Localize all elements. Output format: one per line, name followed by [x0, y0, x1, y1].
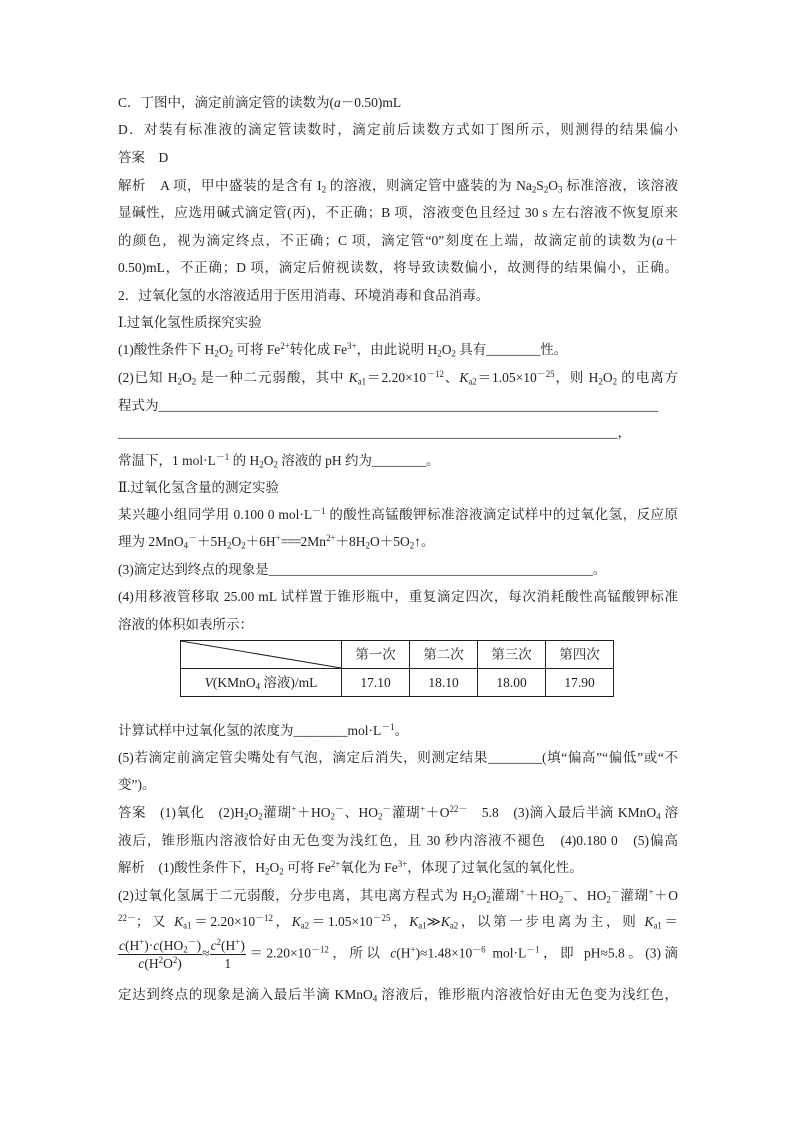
subscript: 4	[656, 811, 661, 822]
experiment-description	[118, 505, 678, 525]
text-run: (4)用移液管移取 25.00 mL 试样置于锥形瓶中，重复滴定四次，每次消耗酸性高锰酸钾标准	[118, 589, 678, 604]
text-run: Ⅰ.过氧化氢性质探究实验	[118, 315, 262, 330]
italic-variable: K	[174, 914, 184, 929]
text-run: (3)滴定达到终点的现象是________________________________________________。	[118, 562, 607, 577]
subscript: 4	[372, 993, 378, 1004]
subscript: 2	[191, 376, 197, 387]
superscript: +	[275, 533, 281, 544]
text-run: )	[177, 956, 182, 971]
subscript: 2	[177, 376, 182, 387]
text-run: 是一种二元弱酸，其中	[196, 370, 349, 385]
text-run: 计算试样中过氧化氢的浓度为________mol·L	[118, 723, 382, 738]
subquestion-4	[118, 615, 678, 635]
text-run: 2．过氧化氢的水溶液适用于医用消毒、环境消毒和食品消毒。	[118, 288, 490, 303]
analysis-2-formula-line	[118, 937, 678, 972]
superscript: －12	[255, 913, 273, 924]
table-header-cell: 第一次	[342, 641, 410, 669]
text-run: 转化成 Fe	[289, 342, 348, 357]
text-run: 可将 Fe	[283, 860, 331, 875]
text-run: 2Mn	[300, 534, 327, 549]
fraction-numerator	[210, 937, 246, 955]
text-run: O	[548, 178, 559, 193]
text-run: 溶液的体积如表所示：	[118, 617, 253, 632]
table-header-cell: 第三次	[478, 641, 546, 669]
text-run: O	[181, 370, 192, 385]
text-run: (5)若滴定前滴定管尖嘴处有气泡，滴定后消失，则测定结果________(填“偏高”“偏低”或“不	[118, 750, 678, 765]
table-cell: 18.10	[410, 669, 478, 697]
superscript: －1	[526, 944, 540, 955]
text-run: 溶液)/mL	[260, 674, 318, 690]
text-run: ，	[390, 914, 410, 929]
superscript: 2+	[326, 533, 336, 544]
text-run: 、HO	[572, 888, 607, 903]
text-run: 1	[224, 956, 232, 971]
text-run: 的颜色，视为滴定终点，不正确；C 项，滴定管“0”刻度在上端，故滴定前的读数为(	[118, 233, 657, 248]
subscript: a2	[468, 376, 477, 387]
subquestion-2-blank-line	[118, 396, 678, 416]
subscript: 2	[409, 540, 415, 551]
italic-variable: K	[409, 914, 419, 929]
option-c-line	[118, 93, 678, 113]
subscript: 2	[472, 894, 477, 905]
italic-variable: a	[656, 233, 664, 248]
text-run: 答案 D	[118, 150, 169, 165]
text-run: O	[602, 370, 613, 385]
text-run: ＋8H	[335, 534, 366, 549]
text-run: O	[218, 342, 229, 357]
text-run: 灌瑚	[391, 805, 421, 820]
text-run: (H	[144, 956, 159, 971]
superscript: 22－	[449, 804, 468, 815]
text-run: －0.50)mL	[340, 95, 402, 110]
superscript: +	[519, 887, 525, 898]
text-run: ≫	[426, 914, 441, 929]
row-label-cell	[181, 669, 342, 697]
superscript: +	[420, 804, 426, 815]
subquestion-2	[118, 368, 678, 388]
subscript: 2	[259, 459, 264, 470]
text-run: ＝2.20×10	[245, 945, 312, 961]
superscript: +	[648, 887, 654, 898]
reaction-equation	[118, 532, 678, 552]
superscript: 2	[216, 937, 222, 948]
superscript: －12	[311, 944, 329, 955]
text-run: 0.50)mL，不正确；D 项，滴定后俯视读数，将导致读数偏小，故测得的结果偏小，正确。	[118, 260, 678, 275]
text-run: (2)已知 H	[118, 370, 178, 385]
answer-2-line	[118, 831, 678, 851]
text-run: (H	[396, 945, 411, 961]
subscript: 4	[183, 540, 189, 551]
text-run: ＝2.20×10	[366, 370, 427, 385]
text-run: ＋O	[425, 805, 450, 820]
subscript: 2	[258, 811, 263, 822]
text-run: ＝1.05×10	[476, 370, 537, 385]
italic-variable: c	[138, 956, 145, 971]
text-run: 溶液后，锥形瓶内溶液恰好由无色变为浅红色，	[377, 987, 679, 1002]
text-run: 程式为__________________________________________________________________________	[118, 398, 658, 413]
equals-sign: ===	[280, 534, 301, 549]
subscript: 2	[183, 944, 188, 955]
subquestion-1	[118, 340, 678, 360]
answer-1-line	[118, 148, 678, 168]
analysis-2-line	[118, 886, 678, 906]
text-run: 溶	[660, 805, 679, 820]
text-run: ≈	[202, 945, 210, 961]
subscript: a2	[300, 920, 310, 931]
superscript: －	[382, 804, 392, 815]
fraction	[210, 937, 246, 972]
text-run: )	[240, 938, 245, 953]
subscript: 2	[531, 184, 537, 195]
subquestion-2-blank-line	[118, 423, 678, 443]
subscript: 2	[321, 184, 327, 195]
table-header-cell: 第四次	[546, 641, 614, 669]
italic-variable: K	[459, 370, 469, 385]
text-run: (H	[221, 938, 236, 953]
text-run: 、HO	[343, 805, 379, 820]
text-run: ＋HO	[296, 805, 331, 820]
analysis-2-line	[118, 912, 678, 932]
text-run: 答案 (1)氧化 (2)H	[118, 805, 245, 820]
subscript: 2	[543, 184, 549, 195]
subscript: 2	[437, 348, 442, 359]
subscript: 2	[241, 540, 246, 551]
fraction-numerator	[118, 937, 202, 955]
superscript: 2	[158, 955, 164, 966]
text-run: 灌瑚	[262, 805, 292, 820]
text-run: O	[476, 888, 487, 903]
text-run: ，由此说明 H	[356, 342, 438, 357]
superscript: 2+	[280, 341, 290, 352]
text-run: ＋5H	[197, 534, 228, 549]
subscript: 2	[228, 348, 234, 359]
fraction-denominator	[118, 955, 202, 972]
text-run: ＋HO	[524, 888, 559, 903]
analysis-1-line	[118, 231, 678, 251]
italic-variable: K	[440, 914, 450, 929]
italic-variable: c	[210, 938, 217, 953]
superscript: －	[610, 887, 620, 898]
text-run: 的 H	[229, 453, 260, 468]
subquestion-5	[118, 775, 678, 795]
subscript: 4	[255, 680, 261, 691]
superscript: 2+	[330, 859, 341, 870]
titration-volume-table	[180, 640, 614, 697]
italic-variable: a	[334, 95, 341, 110]
text-run: O	[231, 534, 242, 549]
subscript: 2	[598, 376, 603, 387]
text-run: 可将 Fe	[233, 342, 281, 357]
text-run: 氧化为 Fe	[340, 860, 398, 875]
text-run: )·	[144, 938, 154, 953]
analysis-1-line	[118, 258, 678, 278]
subscript: 2	[486, 894, 491, 905]
text-run: ，即 pH≈5.8。(3)滴	[539, 945, 679, 961]
text-run: 的溶液，则滴定管中盛装的为 Na	[326, 178, 532, 193]
text-run: ，	[272, 914, 292, 929]
superscript: +	[291, 804, 297, 815]
answer-2-line	[118, 803, 678, 823]
text-run: __________________________________________________________________________，	[118, 425, 631, 440]
text-run: O＋5O	[370, 534, 410, 549]
subscript: 2	[214, 348, 219, 359]
subquestion-2-ph	[118, 451, 678, 471]
text-run: ，所以	[328, 945, 391, 961]
subquestion-4-result	[118, 721, 678, 741]
text-run: O	[263, 453, 274, 468]
analysis-1-line	[118, 176, 678, 196]
subscript: a2	[449, 920, 459, 931]
text-run: D．对装有标准液的滴定管读数时，滴定前后读数方式如丁图所示，则测得的结果偏小	[118, 122, 678, 137]
subscript: a1	[357, 376, 367, 387]
superscript: +	[139, 937, 145, 948]
text-run: C．丁图中，滴定前滴定管的读数为(	[118, 95, 334, 110]
text-run: ＋6H	[245, 534, 276, 549]
subquestion-3	[118, 560, 678, 580]
text-run: 5.8 (3)滴入最后半滴 KMnO	[467, 805, 657, 820]
question-2-stem	[118, 286, 678, 306]
text-run: (H	[125, 938, 140, 953]
text-run: 变”)。	[118, 777, 156, 792]
section-2-heading	[118, 478, 678, 498]
text-run: ＝1.05×10	[309, 914, 373, 929]
subscript: 2	[330, 811, 335, 822]
superscript: －1	[215, 452, 230, 463]
text-run: 具有________性。	[455, 342, 568, 357]
text-run: (HO	[159, 938, 184, 953]
text-run: ↑。	[414, 534, 435, 549]
text-run: Ⅱ.过氧化氢含量的测定实验	[118, 480, 280, 495]
superscript: －1	[381, 722, 395, 733]
superscript: 3+	[397, 859, 408, 870]
text-run: 的酸性高锰酸钾标准溶液滴定试样中的过氧化氢，反应原	[325, 507, 679, 522]
italic-variable: K	[644, 914, 654, 929]
subscript: 3	[558, 184, 563, 195]
subscript: 2	[227, 540, 232, 551]
table-corner-cell	[181, 641, 342, 669]
text-run: 灌瑚	[619, 888, 649, 903]
text-run: mol·L	[485, 945, 527, 961]
superscript: －	[187, 937, 197, 948]
subquestion-4	[118, 587, 678, 607]
text-run: ，以第一步电离为主，则	[458, 914, 645, 929]
text-run: O	[441, 342, 452, 357]
superscript: －	[335, 804, 344, 815]
table-cell: 17.90	[546, 669, 614, 697]
text-run: ＋O	[653, 888, 679, 903]
text-run: 灌瑚	[490, 888, 520, 903]
superscript: 2	[172, 955, 178, 966]
superscript: －	[563, 887, 573, 898]
fraction	[118, 937, 202, 972]
diagonal-divider	[181, 641, 341, 668]
subscript: 2	[378, 811, 383, 822]
italic-variable: c	[153, 938, 160, 953]
text-run: 显碱性，应选用碱式滴定管(丙)，不正确；B 项，溶液变色且经过 30 s 左右溶液不恢复原来	[118, 205, 678, 220]
superscript: －12	[426, 369, 445, 380]
text-run: ，则 H	[554, 370, 599, 385]
text-run: ＋	[663, 233, 679, 248]
superscript: 22－	[118, 913, 136, 924]
subscript: 2	[558, 894, 564, 905]
italic-variable: c	[390, 945, 397, 961]
subscript: a1	[418, 920, 427, 931]
text-run: 溶液的 pH 约为________。	[277, 453, 440, 468]
text-run: ＝	[661, 914, 678, 929]
subscript: 2	[451, 348, 456, 359]
text-run: 定达到终点的现象是滴入最后半滴 KMnO	[118, 987, 373, 1002]
superscript: 3+	[347, 341, 357, 352]
text-run: 液后，锥形瓶内溶液恰好由无色变为浅红色，且 30 秒内溶液不褪色 (4)0.180 0 (5)偏高	[118, 833, 678, 848]
superscript: －6	[472, 944, 486, 955]
fraction-denominator	[210, 955, 246, 972]
subscript: a1	[183, 920, 192, 931]
table-header-row	[181, 641, 614, 669]
text-run: 某兴趣小组同学用 0.100 0 mol·L	[118, 507, 313, 522]
section-1-heading	[118, 313, 678, 333]
subscript: 2	[265, 866, 270, 877]
text-run: 。	[394, 723, 409, 738]
text-run: ；又	[135, 914, 175, 929]
text-run: 标准溶液，该溶液	[562, 178, 679, 193]
superscript: －25	[536, 369, 555, 380]
subscript: 2	[244, 811, 249, 822]
text-run: O	[269, 860, 280, 875]
text-run: )	[196, 938, 202, 953]
text-run: 的电离方	[617, 370, 678, 385]
italic-variable: K	[291, 914, 301, 929]
text-run: 解析 A 项，甲中盛装的是含有 I	[118, 178, 322, 193]
text-run: 理为 2MnO	[118, 534, 184, 549]
text-run: O	[248, 805, 259, 820]
text-run: 、	[444, 370, 460, 385]
subquestion-5	[118, 748, 678, 768]
superscript: +	[410, 944, 416, 955]
italic-variable: c	[119, 938, 125, 953]
subscript: 2	[365, 540, 370, 551]
italic-variable: K	[348, 370, 358, 385]
text-run: 常温下，1 mol·L	[118, 453, 216, 468]
subscript: 2	[273, 459, 278, 470]
table-row	[181, 669, 614, 697]
text-run: O	[163, 956, 173, 971]
subscript: a1	[653, 920, 662, 931]
text-run: 解析 (1)酸性条件下，H	[118, 860, 265, 875]
superscript: +	[235, 937, 241, 948]
text-run: ＝2.20×10	[191, 914, 256, 929]
subscript: 2	[279, 866, 284, 877]
superscript: －1	[312, 506, 326, 517]
text-run: S	[536, 178, 544, 193]
subscript: 2	[606, 894, 611, 905]
superscript: －25	[372, 913, 391, 924]
table-cell: 17.10	[342, 669, 410, 697]
text-run: ，体现了过氧化氢的氧化性。	[407, 860, 583, 875]
analysis-2-line	[118, 985, 678, 1005]
text-run: (1)酸性条件下 H	[118, 342, 215, 357]
table-header-cell: 第二次	[410, 641, 478, 669]
table-cell: 18.00	[478, 669, 546, 697]
text-run: )≈1.48×10	[415, 945, 473, 961]
subscript: 2	[612, 376, 618, 387]
italic-variable: V	[204, 674, 213, 690]
analysis-1-line	[118, 203, 678, 223]
text-run: (2)过氧化氢属于二元弱酸，分步电离，其电离方程式为 H	[118, 888, 473, 903]
option-d-line	[118, 120, 678, 140]
superscript: －	[188, 533, 198, 544]
text-run: (KMnO	[212, 674, 256, 690]
analysis-2-line	[118, 858, 678, 878]
